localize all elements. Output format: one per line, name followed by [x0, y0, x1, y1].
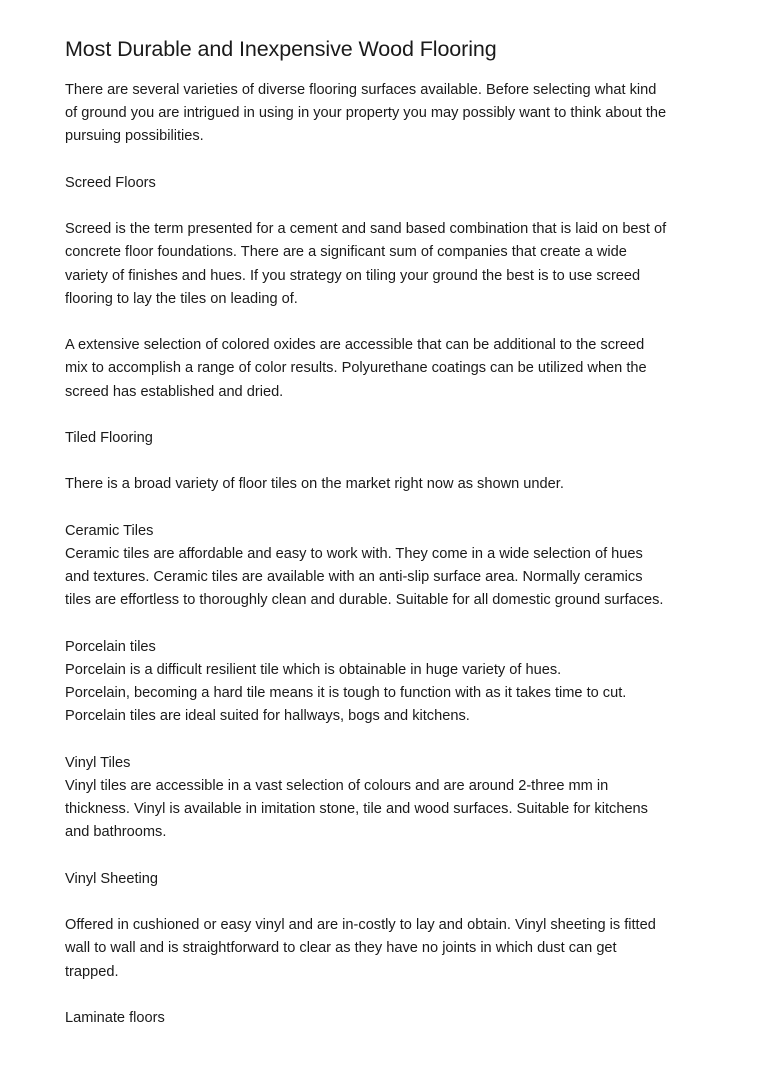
text-line: A extensive selection of colored oxides are accessible that can be additional to the screed [65, 337, 645, 354]
text-line: and textures. Ceramic tiles are available with an anti-slip surface area. Normally ceramics [65, 569, 643, 586]
text-line: Ceramic tiles are affordable and easy to work with. They come in a wide selection of hues [65, 545, 643, 562]
paragraph-gap [65, 845, 725, 868]
text-line: Laminate floors [65, 1009, 165, 1026]
text-line: There is a broad variety of floor tiles on the market right now as shown under. [65, 476, 564, 493]
text-line: Tiled Flooring [65, 429, 153, 446]
paragraph-gap [65, 497, 725, 520]
paragraph-gap [65, 729, 725, 752]
paragraph-gap [65, 404, 725, 427]
paragraph-gap [65, 450, 725, 473]
text-line: Porcelain tiles are ideal suited for hallways, bogs and kitchens. [65, 708, 470, 725]
text-line: variety of finishes and hues. If you strategy on tiling your ground the best is to use screed [65, 267, 641, 284]
document-body [65, 79, 725, 1030]
text-line: Offered in cushioned or easy vinyl and are in-costly to lay and obtain. Vinyl sheeting is fitted [65, 917, 656, 934]
text-line: flooring to lay the tiles on leading of. [65, 290, 298, 307]
text-line: tiles are effortless to thoroughly clean and durable. Suitable for all domestic ground surfaces. [65, 592, 664, 609]
text-line: thickness. Vinyl is available in imitation stone, tile and wood surfaces. Suitable for kitchens [65, 801, 648, 818]
text-line: Screed is the term presented for a cement and sand based combination that is laid on best of [65, 221, 667, 238]
document-page [65, 34, 725, 1030]
text-line: mix to accomplish a range of color results. Polyurethane coatings can be utilized when the [65, 360, 647, 377]
text-line: concrete floor foundations. There are a significant sum of companies that create a wide [65, 244, 627, 261]
text-line: Porcelain is a difficult resilient tile which is obtainable in huge variety of hues. [65, 661, 562, 678]
text-line: wall to wall and is straightforward to clear as they have no joints in which dust can get [65, 940, 617, 957]
text-line: and bathrooms. [65, 824, 167, 841]
paragraph-gap [65, 195, 725, 218]
text-line: Vinyl Sheeting [65, 870, 159, 887]
paragraph-gap [65, 613, 725, 636]
text-line: of ground you are intrigued in using in your property you may possibly want to think about the [65, 105, 667, 122]
paragraph-gap [65, 311, 725, 334]
paragraph-gap [65, 149, 725, 172]
text-line: pursuing possibilities. [65, 128, 204, 145]
document-title: Most Durable and Inexpensive Wood Flooring [65, 37, 497, 61]
text-line: trapped. [65, 963, 119, 980]
text-line: There are several varieties of diverse flooring surfaces available. Before selecting what kind [65, 82, 657, 98]
text-line: Vinyl tiles are accessible in a vast selection of colours and are around 2-three mm in [65, 777, 609, 794]
text-line: Ceramic Tiles [65, 522, 154, 539]
paragraph-gap [65, 891, 725, 914]
text-line: screed has established and dried. [65, 383, 284, 400]
text-line: Screed Floors [65, 174, 156, 191]
text-line: Vinyl Tiles [65, 754, 131, 771]
paragraph-gap [65, 984, 725, 1007]
text-line: Porcelain, becoming a hard tile means it is tough to function with as it takes time to cut. [65, 685, 627, 702]
text-line: Porcelain tiles [65, 638, 156, 655]
